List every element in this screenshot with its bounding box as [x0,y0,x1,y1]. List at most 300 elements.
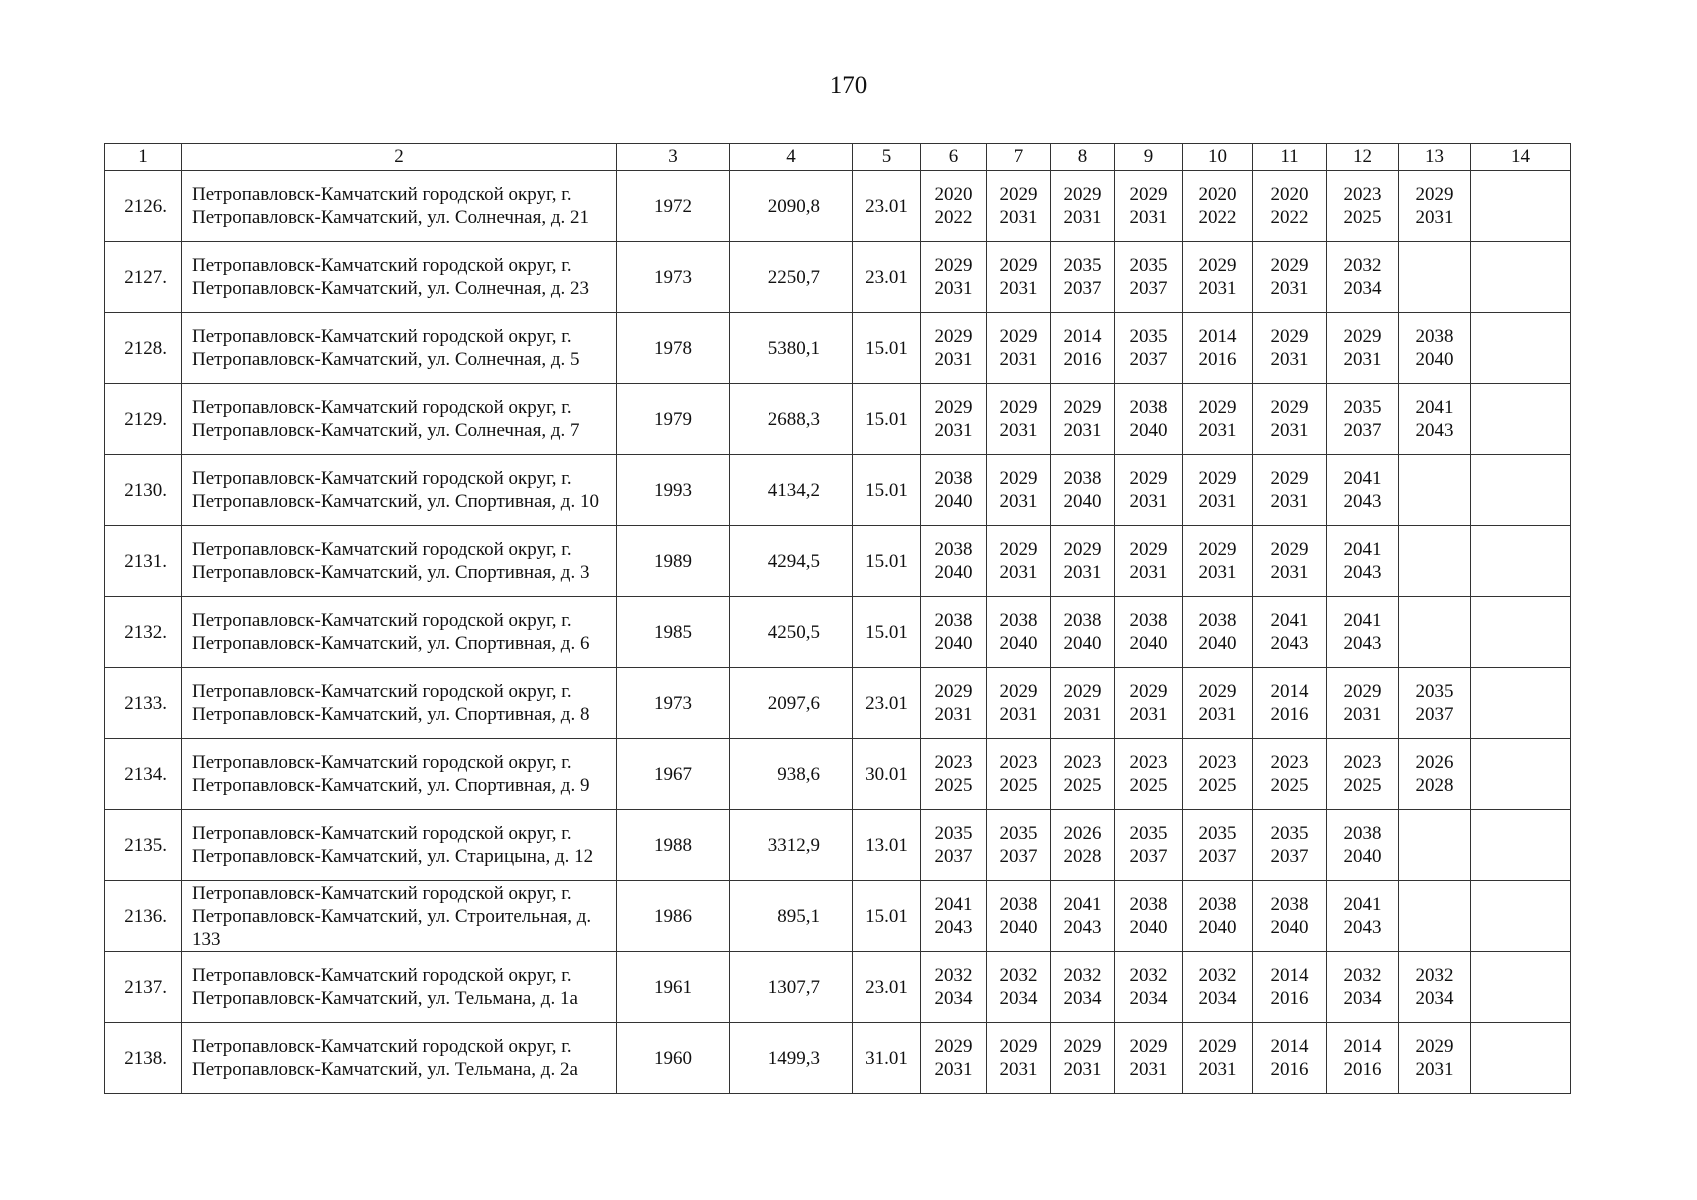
period-end: 2037 [1063,278,1102,299]
period-start: 2023 [1063,752,1102,773]
period-cell [1051,739,1115,810]
address-cell: Петропавловск-Камчатский городской округ, г. Петропавловск-Камчатский, ул. Спортивная, д. 6 [182,597,617,668]
period-end: 2025 [1343,775,1382,796]
period-cell [921,313,987,384]
period-cell [921,1023,987,1094]
period-end: 2031 [1129,704,1168,725]
period-end: 2022 [934,207,973,228]
period-cell [1471,171,1571,242]
period-start: 2029 [1198,539,1237,560]
table-row [105,668,1571,739]
data-table [104,143,1571,1094]
area-cell: 1307,7 [730,952,853,1023]
period-cell [1471,952,1571,1023]
code-cell: 23.01 [853,952,921,1023]
period-end: 2037 [1270,846,1309,867]
period-cell [1471,242,1571,313]
period-cell [1051,668,1115,739]
period-cell [1327,313,1399,384]
period-start: 2035 [1129,326,1168,347]
page-number: 170 [829,72,868,99]
period-start: 2041 [1343,539,1382,560]
period-cell [1327,1023,1399,1094]
period-cell [1399,668,1471,739]
period-cell [1115,739,1183,810]
table-row [105,952,1571,1023]
period-cell [1399,597,1471,668]
period-start: 2023 [1129,752,1168,773]
area-cell: 938,6 [730,739,853,810]
period-cell [1253,455,1327,526]
period-end: 2025 [1270,775,1309,796]
period-end: 2031 [999,562,1038,583]
period-end: 2043 [1343,633,1382,654]
period-start: 2014 [1198,326,1237,347]
period-end: 2031 [934,278,973,299]
period-cell [1327,739,1399,810]
period-cell [1051,384,1115,455]
period-end: 2037 [1129,278,1168,299]
column-header: 14 [1471,144,1571,171]
period-end: 2034 [1198,988,1237,1009]
code-cell: 15.01 [853,881,921,952]
period-end: 2040 [999,633,1038,654]
period-cell [987,171,1051,242]
period-start: 2029 [999,468,1038,489]
period-cell [1471,526,1571,597]
period-end: 2031 [999,420,1038,441]
code-cell: 15.01 [853,384,921,455]
period-cell [1399,455,1471,526]
period-cell [1115,171,1183,242]
period-cell [1327,952,1399,1023]
year-cell: 1986 [617,881,730,952]
row-number: 2137. [105,952,182,1023]
address-cell: Петропавловск-Камчатский городской округ, г. Петропавловск-Камчатский, ул. Старицына, д. 12 [182,810,617,881]
period-end: 2031 [1129,491,1168,512]
period-start: 2029 [1198,681,1237,702]
period-end: 2031 [999,1059,1038,1080]
period-cell [1051,952,1115,1023]
area-cell: 4250,5 [730,597,853,668]
address-cell: Петропавловск-Камчатский городской округ, г. Петропавловск-Камчатский, ул. Спортивная, д. 10 [182,455,617,526]
year-cell: 1978 [617,313,730,384]
code-cell: 15.01 [853,455,921,526]
period-end: 2034 [999,988,1038,1009]
period-end: 2028 [1415,775,1454,796]
column-header: 11 [1253,144,1327,171]
period-start: 2035 [1343,397,1382,418]
period-cell [1115,668,1183,739]
period-end: 2031 [1343,704,1382,725]
period-end: 2031 [1198,562,1237,583]
period-end: 2016 [1343,1059,1382,1080]
period-end: 2031 [1129,207,1168,228]
period-start: 2038 [1063,610,1102,631]
period-start: 2029 [999,1036,1038,1057]
period-cell [921,597,987,668]
row-number: 2135. [105,810,182,881]
address-cell: Петропавловск-Камчатский городской округ, г. Петропавловск-Камчатский, ул. Тельмана, д. 2а [182,1023,617,1094]
period-start: 2041 [1270,610,1309,631]
table-row [105,242,1571,313]
period-start: 2029 [1129,468,1168,489]
period-start: 2029 [1270,468,1309,489]
column-header: 13 [1399,144,1471,171]
period-cell [1051,171,1115,242]
period-cell [1051,455,1115,526]
period-start: 2041 [1415,397,1454,418]
column-header: 1 [105,144,182,171]
period-start: 2029 [1198,397,1237,418]
period-start: 2038 [1343,823,1382,844]
period-cell [1471,384,1571,455]
period-start: 2029 [1343,681,1382,702]
period-cell [987,810,1051,881]
year-cell: 1961 [617,952,730,1023]
period-end: 2040 [1129,420,1168,441]
period-start: 2035 [934,823,973,844]
period-start: 2014 [1270,681,1309,702]
period-cell [1471,313,1571,384]
period-start: 2020 [1270,184,1309,205]
period-cell [987,313,1051,384]
period-end: 2031 [1270,349,1309,370]
period-end: 2040 [1198,633,1237,654]
period-cell [1115,881,1183,952]
period-start: 2038 [934,539,973,560]
period-cell [1471,597,1571,668]
period-end: 2016 [1270,704,1309,725]
period-cell [987,455,1051,526]
period-cell [1115,242,1183,313]
period-end: 2031 [1063,1059,1102,1080]
period-start: 2029 [934,397,973,418]
period-end: 2028 [1063,846,1102,867]
period-start: 2029 [1063,539,1102,560]
column-header: 6 [921,144,987,171]
column-header: 7 [987,144,1051,171]
period-start: 2023 [1343,752,1382,773]
code-cell: 15.01 [853,597,921,668]
period-end: 2025 [1343,207,1382,228]
period-start: 2029 [1129,539,1168,560]
period-end: 2025 [1129,775,1168,796]
period-end: 2043 [1343,562,1382,583]
period-start: 2029 [934,681,973,702]
table-row [105,810,1571,881]
period-end: 2022 [1270,207,1309,228]
period-cell [1327,171,1399,242]
year-cell: 1972 [617,171,730,242]
period-start: 2029 [1270,539,1309,560]
code-cell: 23.01 [853,668,921,739]
period-end: 2043 [1415,420,1454,441]
period-start: 2032 [1198,965,1237,986]
period-start: 2029 [1129,1036,1168,1057]
period-end: 2037 [1415,704,1454,725]
period-cell [1253,242,1327,313]
period-end: 2031 [999,704,1038,725]
period-cell [1183,668,1253,739]
period-start: 2029 [1198,255,1237,276]
period-cell [1327,526,1399,597]
period-start: 2038 [999,894,1038,915]
period-cell [1253,739,1327,810]
year-cell: 1960 [617,1023,730,1094]
year-cell: 1967 [617,739,730,810]
column-header: 12 [1327,144,1399,171]
period-end: 2040 [1063,633,1102,654]
period-end: 2043 [1343,491,1382,512]
period-start: 2029 [1270,397,1309,418]
period-cell [1327,810,1399,881]
period-end: 2031 [999,349,1038,370]
period-cell [987,384,1051,455]
period-end: 2031 [1129,562,1168,583]
period-cell [1471,668,1571,739]
code-cell: 31.01 [853,1023,921,1094]
period-end: 2043 [934,917,973,938]
address-cell: Петропавловск-Камчатский городской округ, г. Петропавловск-Камчатский, ул. Солнечная, д. 23 [182,242,617,313]
period-cell [1327,668,1399,739]
period-cell [1327,455,1399,526]
period-start: 2032 [934,965,973,986]
period-end: 2040 [1198,917,1237,938]
row-number: 2133. [105,668,182,739]
area-cell: 4134,2 [730,455,853,526]
period-cell [987,242,1051,313]
period-start: 2029 [1415,1036,1454,1057]
address-cell: Петропавловск-Камчатский городской округ, г. Петропавловск-Камчатский, ул. Тельмана, д. 1а [182,952,617,1023]
period-cell [987,739,1051,810]
area-cell: 1499,3 [730,1023,853,1094]
period-start: 2035 [1198,823,1237,844]
period-cell [1051,597,1115,668]
table-row [105,1023,1571,1094]
year-cell: 1989 [617,526,730,597]
period-cell [1253,384,1327,455]
period-end: 2031 [1198,491,1237,512]
address-cell: Петропавловск-Камчатский городской округ, г. Петропавловск-Камчатский, ул. Солнечная, д. 21 [182,171,617,242]
period-end: 2040 [1063,491,1102,512]
code-cell: 15.01 [853,313,921,384]
period-cell [1183,455,1253,526]
row-number: 2136. [105,881,182,952]
row-number: 2127. [105,242,182,313]
table-row [105,455,1571,526]
period-start: 2026 [1415,752,1454,773]
period-start: 2014 [1270,1036,1309,1057]
period-cell [1051,313,1115,384]
period-start: 2023 [934,752,973,773]
period-start: 2038 [1415,326,1454,347]
period-cell [1051,810,1115,881]
period-start: 2038 [934,610,973,631]
period-start: 2014 [1343,1036,1382,1057]
period-cell [987,881,1051,952]
period-cell [1253,597,1327,668]
period-start: 2038 [934,468,973,489]
row-number: 2128. [105,313,182,384]
area-cell: 895,1 [730,881,853,952]
period-start: 2038 [1129,894,1168,915]
period-cell [921,242,987,313]
period-cell [1051,242,1115,313]
code-cell: 13.01 [853,810,921,881]
period-cell [1183,313,1253,384]
period-start: 2014 [1270,965,1309,986]
period-end: 2031 [1129,1059,1168,1080]
period-start: 2029 [1343,326,1382,347]
period-end: 2043 [1270,633,1309,654]
period-end: 2025 [1198,775,1237,796]
period-cell [1253,952,1327,1023]
period-end: 2031 [1270,562,1309,583]
column-header: 2 [182,144,617,171]
period-end: 2040 [1129,633,1168,654]
period-start: 2032 [1343,255,1382,276]
period-start: 2029 [1129,184,1168,205]
column-header: 10 [1183,144,1253,171]
period-start: 2029 [999,681,1038,702]
area-cell: 5380,1 [730,313,853,384]
period-cell [1051,526,1115,597]
period-start: 2029 [999,397,1038,418]
period-start: 2029 [999,326,1038,347]
period-cell [987,668,1051,739]
address-cell: Петропавловск-Камчатский городской округ, г. Петропавловск-Камчатский, ул. Спортивная, д. 8 [182,668,617,739]
year-cell: 1973 [617,242,730,313]
area-cell: 2688,3 [730,384,853,455]
period-cell [987,952,1051,1023]
period-end: 2034 [1415,988,1454,1009]
period-start: 2023 [1198,752,1237,773]
area-cell: 3312,9 [730,810,853,881]
period-end: 2037 [999,846,1038,867]
period-start: 2032 [1415,965,1454,986]
period-start: 2029 [1415,184,1454,205]
period-end: 2031 [1343,349,1382,370]
period-start: 2038 [1198,610,1237,631]
period-start: 2032 [999,965,1038,986]
area-cell: 2250,7 [730,242,853,313]
period-cell [1253,313,1327,384]
period-start: 2041 [1343,468,1382,489]
period-cell [1115,810,1183,881]
period-end: 2031 [1198,1059,1237,1080]
period-start: 2035 [1063,255,1102,276]
period-cell [921,739,987,810]
year-cell: 1979 [617,384,730,455]
period-cell [1253,526,1327,597]
period-cell [1183,1023,1253,1094]
period-start: 2020 [934,184,973,205]
period-cell [1327,597,1399,668]
period-end: 2031 [934,420,973,441]
row-number: 2131. [105,526,182,597]
period-start: 2029 [1270,326,1309,347]
period-start: 2029 [999,184,1038,205]
period-start: 2038 [1270,894,1309,915]
period-end: 2031 [1270,278,1309,299]
period-end: 2037 [1129,349,1168,370]
period-end: 2031 [1198,278,1237,299]
column-header: 8 [1051,144,1115,171]
period-cell [1327,384,1399,455]
period-start: 2029 [1063,681,1102,702]
column-header: 5 [853,144,921,171]
period-cell [1399,810,1471,881]
period-cell [1115,1023,1183,1094]
period-end: 2040 [934,633,973,654]
period-cell [1051,1023,1115,1094]
period-start: 2038 [999,610,1038,631]
period-cell [987,526,1051,597]
period-start: 2041 [1343,894,1382,915]
row-number: 2134. [105,739,182,810]
period-cell [987,597,1051,668]
period-end: 2040 [1415,349,1454,370]
column-header: 3 [617,144,730,171]
period-end: 2037 [1129,846,1168,867]
period-end: 2034 [1129,988,1168,1009]
period-end: 2031 [1063,562,1102,583]
period-cell [1399,313,1471,384]
period-start: 2035 [1415,681,1454,702]
period-start: 2038 [1063,468,1102,489]
period-start: 2032 [1343,965,1382,986]
code-cell: 23.01 [853,171,921,242]
period-cell [921,455,987,526]
period-cell [921,952,987,1023]
period-start: 2014 [1063,326,1102,347]
period-start: 2041 [934,894,973,915]
header-row [105,144,1571,171]
period-end: 2031 [934,349,973,370]
period-start: 2038 [1129,397,1168,418]
period-end: 2034 [1063,988,1102,1009]
period-end: 2031 [1198,420,1237,441]
period-cell [921,881,987,952]
period-cell [1115,384,1183,455]
table-row [105,313,1571,384]
period-cell [1253,1023,1327,1094]
code-cell: 30.01 [853,739,921,810]
period-cell [1471,881,1571,952]
period-cell [1183,881,1253,952]
period-end: 2031 [1415,1059,1454,1080]
period-end: 2031 [1063,207,1102,228]
period-cell [1399,1023,1471,1094]
table-row [105,881,1571,952]
period-start: 2029 [1270,255,1309,276]
period-end: 2031 [934,704,973,725]
period-end: 2037 [1198,846,1237,867]
period-cell [1115,313,1183,384]
address-cell: Петропавловск-Камчатский городской округ, г. Петропавловск-Камчатский, ул. Спортивная, д. 9 [182,739,617,810]
address-cell: Петропавловск-Камчатский городской округ, г. Петропавловск-Камчатский, ул. Спортивная, д. 3 [182,526,617,597]
period-end: 2031 [999,491,1038,512]
period-cell [1327,242,1399,313]
address-cell: Петропавловск-Камчатский городской округ, г. Петропавловск-Камчатский, ул. Солнечная, д. 7 [182,384,617,455]
period-cell [1471,455,1571,526]
table-row [105,171,1571,242]
period-end: 2034 [1343,278,1382,299]
year-cell: 1985 [617,597,730,668]
period-end: 2040 [934,491,973,512]
period-start: 2029 [1063,184,1102,205]
